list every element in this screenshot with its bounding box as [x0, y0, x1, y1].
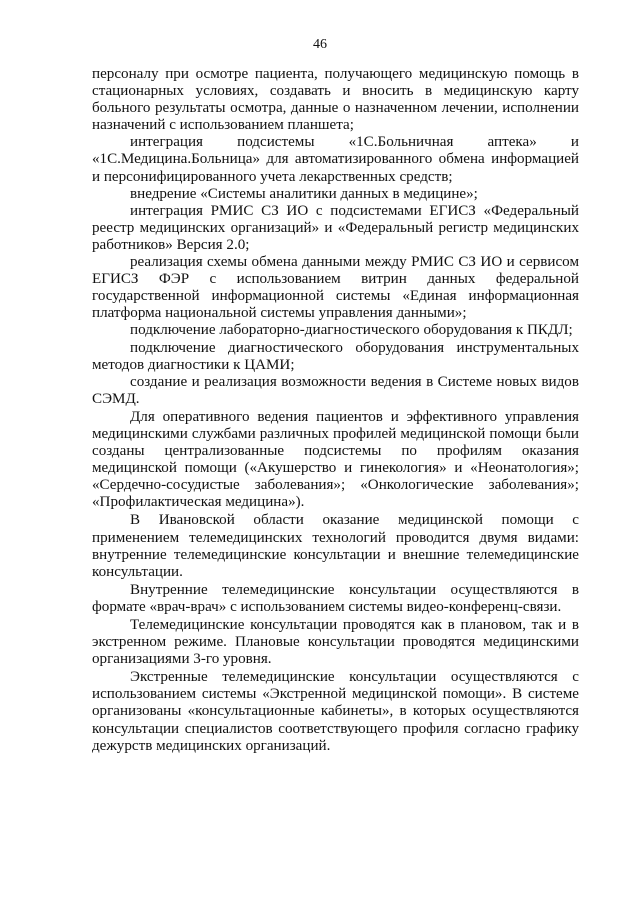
paragraph-centralized-subsystems: Для оперативного ведения пациентов и эффективного управления медицинскими службами различных профилей медицинской помощи были созданы централизованные подсистемы по профилям оказания медицинской помощи («Акушерство и гинекология» и «Неонатология»; «Сердечно-сосудистые заболевания»; «Онкологические заболевания»; «Профилактическая медицина»). [92, 408, 579, 511]
paragraph-consultation-modes: Телемедицинские консультации проводятся как в плановом, так и в экстренном режиме. Плановые консультации проводятся медицинскими организациями 3-го уровня. [92, 617, 579, 668]
document-body [92, 66, 579, 755]
paragraph-internal-consultations: Внутренние телемедицинские консультации осуществляются в формате «врач-врач» с использованием системы видео-конференц-связи. [92, 581, 579, 615]
list-item-analytics-system: внедрение «Системы аналитики данных в медицине»; [130, 185, 478, 202]
list-item-1c-integration: интеграция подсистемы «1С.Больничная аптека» и «1С.Медицина.Больница» для автоматизированного обмена информацией и персонифицированного учета лекарственных средств; [92, 134, 579, 185]
list-item-semd: создание и реализация возможности ведения в Системе новых видов СЭМД. [92, 373, 579, 407]
list-item-data-exchange: реализация схемы обмена данными между РМИС СЗ ИО и сервисом ЕГИСЗ ФЭР с использованием витрин данных федеральной государственной информационной системы «Единая информационная платформа национальной системы управления данными»; [92, 254, 579, 322]
list-item-lab-equipment: подключение лабораторно-диагностического оборудования к ПКДЛ; [130, 322, 573, 339]
paragraph-telemedicine-types: В Ивановской области оказание медицинской помощи с применением телемедицинских технологий проводится двумя видами: внутренние телемедицинские консультации и внешние телемедицинские консультации. [92, 512, 579, 580]
list-item-egisz-integration: интеграция РМИС СЗ ИО с подсистемами ЕГИСЗ «Федеральный реестр медицинских организаций» и «Федеральный регистр медицинских работников» Версия 2.0; [92, 202, 579, 253]
paragraph-continuation: персоналу при осмотре пациента, получающего медицинскую помощь в стационарных условиях, создавать и вносить в медицинскую карту больного результаты осмотра, данные о назначенном лечении, исполнении назначений с использованием планшета; [92, 66, 579, 134]
page-number: 46 [313, 37, 327, 52]
paragraph-emergency-consultations: Экстренные телемедицинские консультации осуществляются с использованием системы «Экстренной медицинской помощи». В системе организованы «консультационные кабинеты», в которых осуществляются консультации специалистов соответствующего профиля согласно графику дежурств медицинских организаций. [92, 669, 579, 754]
list-item-diagnostic-equipment: подключение диагностического оборудования инструментальных методов диагностики к ЦАМИ; [92, 339, 579, 373]
